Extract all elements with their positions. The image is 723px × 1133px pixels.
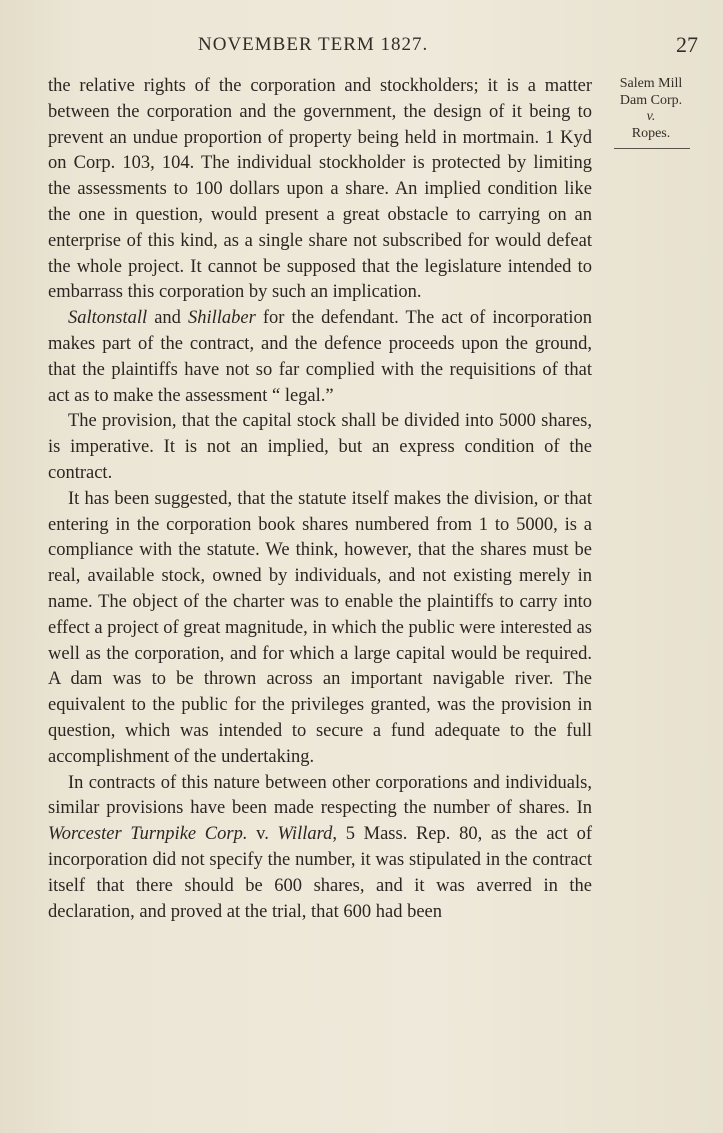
paragraph-2-conjunction: and xyxy=(147,308,188,329)
sidenote-line-3: v. xyxy=(646,109,656,124)
paragraph-1: the relative rights of the corporation and stockholders; it is a matter between the corporation and the government, the design of it being to prevent an undue proportion of property being held in mortmain. 1 Kyd on Corp. 103, 104. The individual stockholder is protected by limiting the assessments to 100 dollars upon a share. An implied condition like the one in question, would present a great obstacle to carrying on an enterprise of this kind, as a single share not subscribed for would defeat the whole project. It cannot be supposed that the legislature intended to embarrass this corporation by such an implication. xyxy=(48,76,592,303)
page-number: 27 xyxy=(676,32,698,57)
paragraph-5-text-rest: , 5 Mass. Rep. 80, as the act of incorporation did not specify the number, it was stipulated in the contract itself that there should be 600 shares, and it was averred in the declaration, and proved at the trial, that 600 had been xyxy=(48,824,592,922)
sidenote-line-1: Salem Mill xyxy=(619,76,683,91)
counsel-name-1: Saltonstall xyxy=(68,308,148,329)
paragraph-2-text: for the defendant. The act of incorporation makes part of the contract, and the defence proceeds upon the ground, that the plaintiffs have not so far complied with the requisitions of that act as to make the assessment “ legal.” xyxy=(48,308,593,406)
paragraph-5 xyxy=(48,771,592,926)
sidenote-line-4: Ropes. xyxy=(631,125,671,141)
paragraph-5-text-start: In contracts of this nature between other corporations and individuals, similar provisions have been made respecting the number of shares. In xyxy=(48,772,592,819)
case-name: Worcester Turnpike Corp. xyxy=(48,824,248,845)
paragraph-2 xyxy=(48,306,592,409)
running-title: NOVEMBER TERM 1827. xyxy=(198,34,429,55)
paragraph-4: It has been suggested, that the statute itself makes the division, or that entering in the corporation book shares numbered from 1 to 5000, is a compliance with the statute. We think, however, that the shares must be real, available stock, owned by individuals, and not existing merely in name. The object of the charter was to enable the plaintiffs to carry into effect a project of great magnitude, in which the public were interested as well as the corporation, and for which a large capital would be required. A dam was to be thrown across an important navigable river. The equivalent to the public for the privileges granted, was the provision in question, which was intended to secure a fund adequate to the full accomplishment of the undertaking. xyxy=(48,488,592,767)
page-header xyxy=(48,32,698,58)
sidenote-rule xyxy=(614,148,690,149)
case-sidenote xyxy=(604,76,698,149)
sidenote-line-2: Dam Corp. xyxy=(619,92,683,108)
paragraph-3: The provision, that the capital stock shall be divided into 5000 shares, is imperative. It is not an implied, but an express condition of the contract. xyxy=(48,411,592,483)
counsel-name-2: Shillaber xyxy=(187,308,256,329)
case-versus: v. xyxy=(247,824,278,845)
body-text xyxy=(48,74,592,925)
case-party: Willard xyxy=(277,824,333,845)
